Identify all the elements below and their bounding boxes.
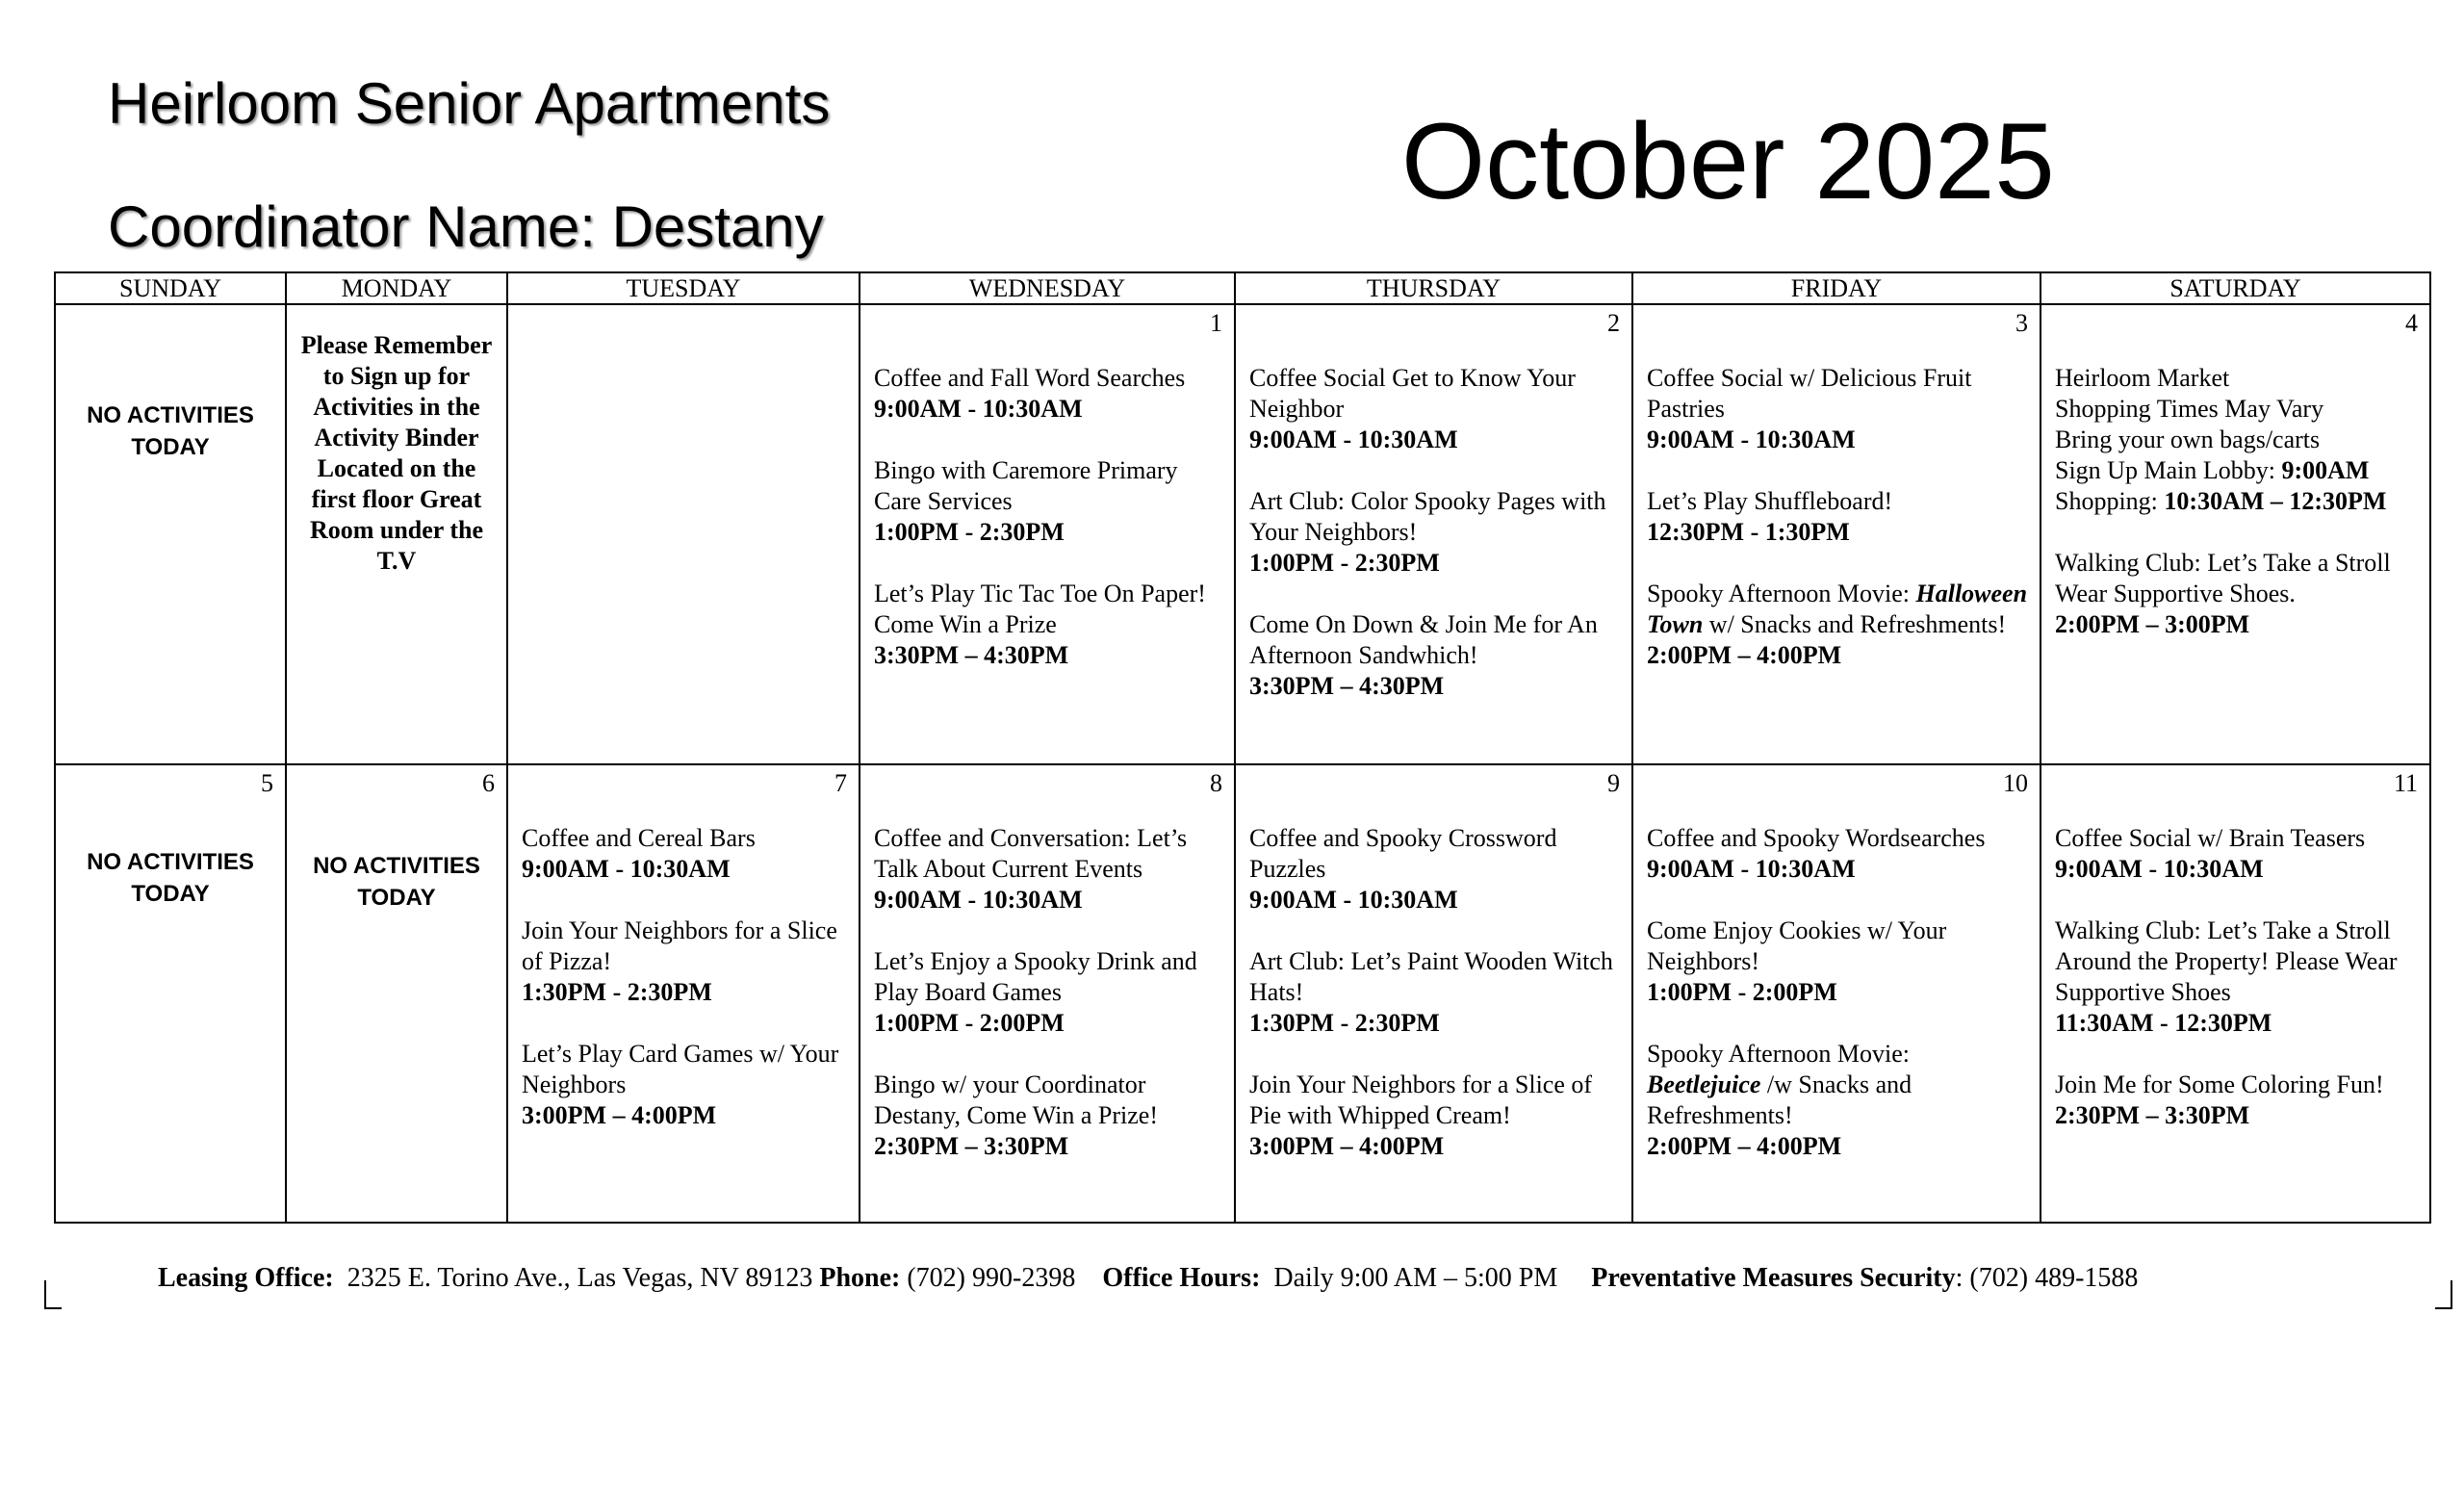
event-title-suffix: w/ Snacks and Refreshments! <box>1703 610 2007 638</box>
event-title: Come On Down & Join Me for An Afternoon Sandwhich! <box>1249 610 1598 669</box>
event-title-prefix: Spooky Afternoon Movie: <box>1647 580 1916 607</box>
event-note: Wear Supportive Shoes. <box>2055 580 2296 607</box>
event-title <box>1647 579 2028 640</box>
event-item <box>2055 1070 2418 1131</box>
event-time: 1:00PM - 2:30PM <box>874 518 1065 546</box>
event-time: 9:00AM - 10:30AM <box>1249 886 1458 914</box>
corner-mark-right <box>2435 1280 2452 1309</box>
day-number: 2 <box>1607 309 1620 337</box>
event-item <box>874 1070 1222 1162</box>
footer-contact: Leasing Office: 2325 E. Torino Ave., Las Vegas, NV 89123 Phone: (702) 990-2398 Office Hours: Daily 9:00 AM – 5:00 PM Preventative Measures Security: (702) 489-1588 <box>158 1263 2139 1293</box>
office-hours: Daily 9:00 AM – 5:00 PM <box>1273 1263 1558 1293</box>
event-item <box>874 823 1222 916</box>
signup-label: Sign Up Main Lobby: <box>2055 456 2282 484</box>
event-time: 9:00AM - 10:30AM <box>1249 426 1458 453</box>
event-time: 2:30PM – 3:30PM <box>874 1132 1069 1160</box>
event-item <box>1647 486 2028 548</box>
event-title: Coffee Social w/ Delicious Fruit Pastries <box>1647 364 1972 423</box>
event-title: Bingo w/ your Coordinator Destany, Come Win a Prize! <box>874 1070 1158 1129</box>
shopping-time: 10:30AM – 12:30PM <box>2164 487 2387 515</box>
event-time: 9:00AM - 10:30AM <box>874 395 1083 423</box>
day-number: 11 <box>2393 769 2418 797</box>
day-cell-7 <box>507 764 860 1223</box>
event-item <box>2055 363 2418 517</box>
event-title: Coffee Social Get to Know Your Neighbor <box>1249 364 1576 423</box>
event-title: Coffee and Conversation: Let’s Talk About Current Events <box>874 824 1188 883</box>
movie-title: Beetlejuice <box>1647 1070 1761 1098</box>
event-item <box>2055 548 2418 640</box>
day-number: 7 <box>834 769 847 797</box>
event-time: 3:00PM – 4:00PM <box>522 1101 717 1129</box>
event-title: Join Your Neighbors for a Slice of Pie with Whipped Cream! <box>1249 1070 1593 1129</box>
day-number: 5 <box>261 769 273 797</box>
week-row-2 <box>55 764 2430 1223</box>
event-time: 3:00PM – 4:00PM <box>1249 1132 1445 1160</box>
event-title-suffix: /w Snacks and Refreshments! <box>1647 1070 1912 1129</box>
event-title: Bingo with Caremore Primary Care Services <box>874 456 1178 515</box>
day-number: 10 <box>2003 769 2028 797</box>
day-cell-empty-sunday <box>55 304 286 764</box>
day-cell-10 <box>1632 764 2040 1223</box>
event-item <box>874 455 1222 548</box>
event-title: Let’s Play Shuffleboard! <box>1647 487 1893 515</box>
event-item <box>1249 946 1620 1039</box>
no-activities-note: NO ACTIVITIES TODAY <box>87 849 254 907</box>
event-time: 11:30AM - 12:30PM <box>2055 1009 2272 1037</box>
day-cell-8 <box>860 764 1235 1223</box>
market-shopping <box>2055 486 2418 517</box>
event-item <box>1249 1070 1620 1162</box>
activity-calendar <box>54 271 2431 1224</box>
event-time: 2:30PM – 3:30PM <box>2055 1101 2250 1129</box>
day-number: 8 <box>1210 769 1222 797</box>
event-time: 12:30PM - 1:30PM <box>1647 518 1850 546</box>
event-item <box>522 916 847 1008</box>
day-number: 9 <box>1607 769 1620 797</box>
event-item <box>874 579 1222 671</box>
weekday-friday: FRIDAY <box>1632 272 2040 304</box>
day-cell-2 <box>1235 304 1632 764</box>
no-activities-note: NO ACTIVITIES TODAY <box>313 853 480 911</box>
event-time: 9:00AM - 10:30AM <box>874 886 1083 914</box>
phone-number: (702) 990-2398 <box>907 1263 1076 1293</box>
event-time: 1:30PM - 2:30PM <box>522 978 712 1006</box>
day-cell-1 <box>860 304 1235 764</box>
no-activities-note: NO ACTIVITIES TODAY <box>87 402 254 460</box>
day-number: 1 <box>1210 309 1222 337</box>
day-number: 3 <box>2015 309 2028 337</box>
day-number: 6 <box>482 769 495 797</box>
event-item <box>874 363 1222 425</box>
event-time: 2:00PM – 4:00PM <box>1647 641 1842 669</box>
event-time: 9:00AM - 10:30AM <box>2055 855 2264 883</box>
event-time: 3:30PM – 4:30PM <box>1249 672 1445 700</box>
phone-label: Phone: <box>819 1263 901 1293</box>
weekday-wednesday: WEDNESDAY <box>860 272 1235 304</box>
event-item <box>1249 486 1620 579</box>
event-item <box>2055 916 2418 1039</box>
event-item <box>2055 823 2418 885</box>
signup-reminder: Please Remember to Sign up for Activities in the Activity Binder Located on the first floor Great Room under the T.V <box>300 331 493 575</box>
market-line: Heirloom Market <box>2055 364 2230 392</box>
event-time: 2:00PM – 4:00PM <box>1647 1132 1842 1160</box>
event-title: Join Your Neighbors for a Slice of Pizza! <box>522 916 837 975</box>
event-time: 1:00PM - 2:00PM <box>874 1009 1065 1037</box>
weekday-thursday: THURSDAY <box>1235 272 1632 304</box>
leasing-address: 2325 E. Torino Ave., Las Vegas, NV 89123 <box>346 1263 813 1293</box>
event-item <box>1647 823 2028 885</box>
weekday-header-row <box>55 272 2430 304</box>
event-item <box>1647 579 2028 671</box>
movie-title: Halloween Town <box>1647 580 2028 638</box>
event-item <box>1249 823 1620 916</box>
event-title: Let’s Play Card Games w/ Your Neighbors <box>522 1040 839 1098</box>
month-title: October 2025 <box>1401 101 2055 221</box>
event-time: 2:00PM – 3:00PM <box>2055 610 2250 638</box>
event-title: Join Me for Some Coloring Fun! <box>2055 1070 2384 1098</box>
day-cell-4 <box>2040 304 2430 764</box>
weekday-monday: MONDAY <box>286 272 507 304</box>
day-cell-11 <box>2040 764 2430 1223</box>
event-time: 1:00PM - 2:00PM <box>1647 978 1837 1006</box>
market-line: Shopping Times May Vary <box>2055 395 2324 423</box>
event-item <box>1647 363 2028 455</box>
day-cell-3 <box>1632 304 2040 764</box>
event-item <box>522 1039 847 1131</box>
event-title: Coffee and Cereal Bars <box>522 824 756 852</box>
weekday-sunday: SUNDAY <box>55 272 286 304</box>
hours-label: Office Hours: <box>1102 1263 1261 1293</box>
event-time: 1:00PM - 2:30PM <box>1249 549 1440 577</box>
event-item <box>1249 363 1620 455</box>
day-cell-5 <box>55 764 286 1223</box>
event-title: Coffee and Spooky Crossword Puzzles <box>1249 824 1557 883</box>
day-number: 4 <box>2405 309 2418 337</box>
event-time: 9:00AM - 10:30AM <box>1647 426 1856 453</box>
signup-time: 9:00AM <box>2281 456 2370 484</box>
event-item <box>522 823 847 885</box>
event-title: Art Club: Color Spooky Pages with Your Neighbors! <box>1249 487 1606 546</box>
security-label: Preventative Measures Security <box>1591 1263 1956 1293</box>
market-line: Bring your own bags/carts <box>2055 426 2321 453</box>
weekday-tuesday: TUESDAY <box>507 272 860 304</box>
event-item <box>874 946 1222 1039</box>
day-cell-9 <box>1235 764 1632 1223</box>
event-item <box>1647 1039 2028 1162</box>
event-title: Coffee Social w/ Brain Teasers <box>2055 824 2366 852</box>
day-cell-6 <box>286 764 507 1223</box>
event-title: Walking Club: Let’s Take a Stroll <box>2055 549 2391 577</box>
leasing-label: Leasing Office: <box>158 1263 334 1293</box>
event-item <box>1249 609 1620 702</box>
event-title: Coffee and Spooky Wordsearches <box>1647 824 1986 852</box>
event-time: 9:00AM - 10:30AM <box>1647 855 1856 883</box>
coordinator-name: Coordinator Name: Destany <box>108 194 824 259</box>
event-title: Let’s Play Tic Tac Toe On Paper! Come Win a Prize <box>874 580 1206 638</box>
week-row-1 <box>55 304 2430 764</box>
weekday-saturday: SATURDAY <box>2040 272 2430 304</box>
corner-mark-left <box>44 1280 62 1309</box>
event-title: Come Enjoy Cookies w/ Your Neighbors! <box>1647 916 1947 975</box>
event-title: Walking Club: Let’s Take a Stroll Around the Property! Please Wear Supportive Shoes <box>2055 916 2398 1006</box>
event-item <box>1647 916 2028 1008</box>
security-phone: (702) 489-1588 <box>1969 1263 2139 1293</box>
day-cell-empty-monday <box>286 304 507 764</box>
event-time: 9:00AM - 10:30AM <box>522 855 731 883</box>
event-time: 3:30PM – 4:30PM <box>874 641 1069 669</box>
property-name: Heirloom Senior Apartments <box>108 71 831 136</box>
event-title: Let’s Enjoy a Spooky Drink and Play Board Games <box>874 947 1197 1006</box>
event-title <box>1647 1039 2028 1131</box>
event-time: 1:30PM - 2:30PM <box>1249 1009 1440 1037</box>
shopping-label: Shopping: <box>2055 487 2165 515</box>
day-cell-empty-tuesday <box>507 304 860 764</box>
event-title: Art Club: Let’s Paint Wooden Witch Hats! <box>1249 947 1613 1006</box>
market-signup <box>2055 455 2418 486</box>
event-title: Coffee and Fall Word Searches <box>874 364 1186 392</box>
event-title-prefix: Spooky Afternoon Movie: <box>1647 1040 1910 1068</box>
